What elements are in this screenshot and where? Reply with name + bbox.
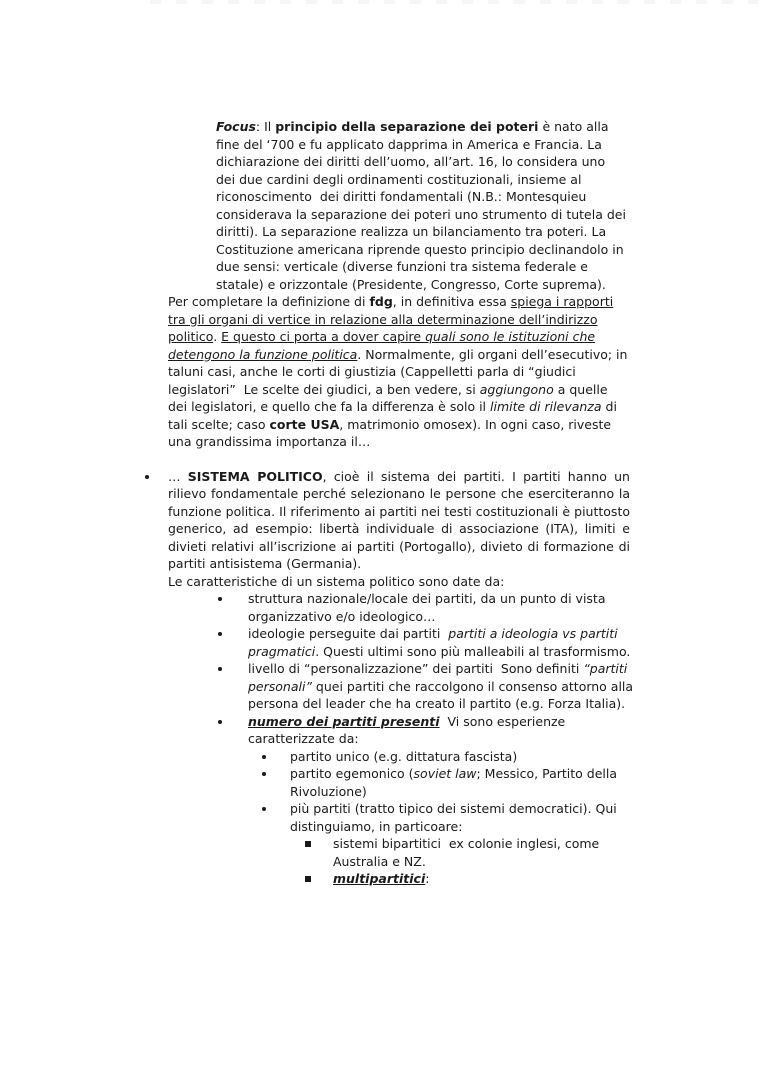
text-run: quei partiti che raccolgono il consenso attorno alla persona del leader che ha creato il partito (e.g. Forza Italia). xyxy=(248,678,634,711)
text-run: , cioè il sistema dei partiti. I partiti hanno un rilievo fondamentale perché selezionano le persone che eserciteranno la funzione politica. Il riferimento ai partiti nei testi costituzionali è piuttosto generico, ad esempio: libertà individuale di associazione (ITA), limiti e divieti relativi all’iscrizione ai partiti (Portogallo), divieto di formazione di partiti antisistema (Germania). xyxy=(168,468,630,571)
text-run: principio della separazione dei poteri xyxy=(275,119,539,134)
bullet-struttura xyxy=(248,590,655,625)
text-run: SISTEMA POLITICO xyxy=(187,468,323,484)
text-run: multipartitici xyxy=(333,871,426,886)
text-run: ; Messico, Partito della Rivoluzione) xyxy=(290,766,618,799)
round-bullet-icon xyxy=(262,755,266,759)
caratteristiche-line xyxy=(168,573,630,591)
round-bullet-icon xyxy=(262,772,266,776)
text-run: corte USA xyxy=(269,416,340,432)
text-run: . Questi ultimi sono più malleabili al trasformismo. xyxy=(315,643,631,659)
text-run: a quelle dei legislatori, e quello che fa la differenza è solo il xyxy=(168,381,608,414)
round-bullet-icon xyxy=(262,807,266,811)
text-run: , matrimonio omosex). In ogni caso, riveste una grandissima importanza il… xyxy=(168,416,612,449)
bullet-personalizzazione xyxy=(248,660,655,713)
text-run: : Il xyxy=(255,119,276,134)
page-edge-artifact xyxy=(150,0,758,4)
text-run: … xyxy=(168,468,188,484)
fdg-paragraph xyxy=(168,293,630,451)
bullet-partito-unico xyxy=(290,748,640,766)
text-run: : xyxy=(425,871,430,886)
text-run: livello di “personalizzazione” dei partiti Sono definiti xyxy=(248,661,584,676)
text-run: quali sono le istituzioni che detengono la funzione politica xyxy=(168,329,596,362)
text-run: partito egemonico ( xyxy=(290,766,414,781)
text-run: “partiti personali” xyxy=(248,661,628,694)
round-bullet-icon xyxy=(218,667,222,671)
square-bullet-icon xyxy=(305,876,311,882)
text-run: ideologie perseguite dai partiti xyxy=(248,626,449,641)
bullet-sistemi-bipartitici xyxy=(333,835,623,870)
text-run: numero dei partiti presenti xyxy=(248,713,440,729)
text-run: fdg xyxy=(369,294,393,309)
document-content xyxy=(0,118,760,888)
square-bullet-icon xyxy=(305,841,311,847)
text-run: struttura nazionale/locale dei partiti, da un punto di vista organizzativo e/o ideologico… xyxy=(248,591,606,624)
text-run: più partiti (tratto tipico dei sistemi democratici). Qui distinguiamo, in particoare: xyxy=(290,801,617,834)
focus-paragraph xyxy=(216,118,628,293)
bullet-multipartitici xyxy=(333,870,623,888)
bullet-sistema-politico xyxy=(168,468,630,573)
round-bullet-icon xyxy=(145,475,149,479)
text-run: E questo ci porta a dover capire xyxy=(221,329,426,344)
text-run: . Normalmente, gli organi dell’esecutivo; in taluni casi, anche le corti di giustizia (Cappelletti parla di “giudici legislatori” Le scelte dei giudici, a ben vedere, si xyxy=(168,346,628,397)
text-run: partiti a ideologia vs partiti pragmatici xyxy=(248,626,618,659)
text-run: spiega i rapporti tra gli organi di vertice in relazione alla determinazione dell’indirizzo politico xyxy=(168,294,614,344)
text-run: è nato alla fine del ‘700 e fu applicato dapprima in America e Francia. La dichiarazione dei diritti dell’uomo, all’art. 16, lo considera uno dei due cardini degli ordinamenti costituzionali, insieme al riconoscimento dei diritti fondamentali (N.B.: Montesquieu considerava la separazione dei poteri uno strumento di tutela dei diritti). La separazione realizza un bilanciamento tra poteri. La Costituzione americana riprende questo principio declinandolo in due sensi: verticale (diverse funzioni tra sistema federale e statale) e orizzontale (Presidente, Congresso, Corte suprema). xyxy=(216,119,626,292)
text-run: Per completare la definizione di xyxy=(168,294,370,309)
text-run: limite di rilevanza xyxy=(490,399,602,414)
text-run: Le caratteristiche di un sistema politico sono date da: xyxy=(168,573,505,589)
bullet-piu-partiti xyxy=(290,800,640,835)
round-bullet-icon xyxy=(218,720,222,724)
text-run: soviet law xyxy=(413,766,477,781)
text-run: sistemi bipartitici ex colonie inglesi, come Australia e NZ. xyxy=(333,836,600,869)
round-bullet-icon xyxy=(218,632,222,636)
text-run: Vi sono esperienze caratterizzate da: xyxy=(248,713,566,746)
bullet-partito-egemonico xyxy=(290,765,640,800)
text-run: di tali scelte; caso xyxy=(168,399,617,432)
bullet-numero-partiti xyxy=(248,713,655,748)
text-run: aggiungono xyxy=(479,381,554,397)
text-run: Focus xyxy=(216,119,256,134)
bullet-ideologie xyxy=(248,625,655,660)
round-bullet-icon xyxy=(218,597,222,601)
text-run: partito unico (e.g. dittatura fascista) xyxy=(290,748,518,764)
text-run: , in definitiva essa xyxy=(392,294,511,309)
text-run: . xyxy=(213,329,222,344)
